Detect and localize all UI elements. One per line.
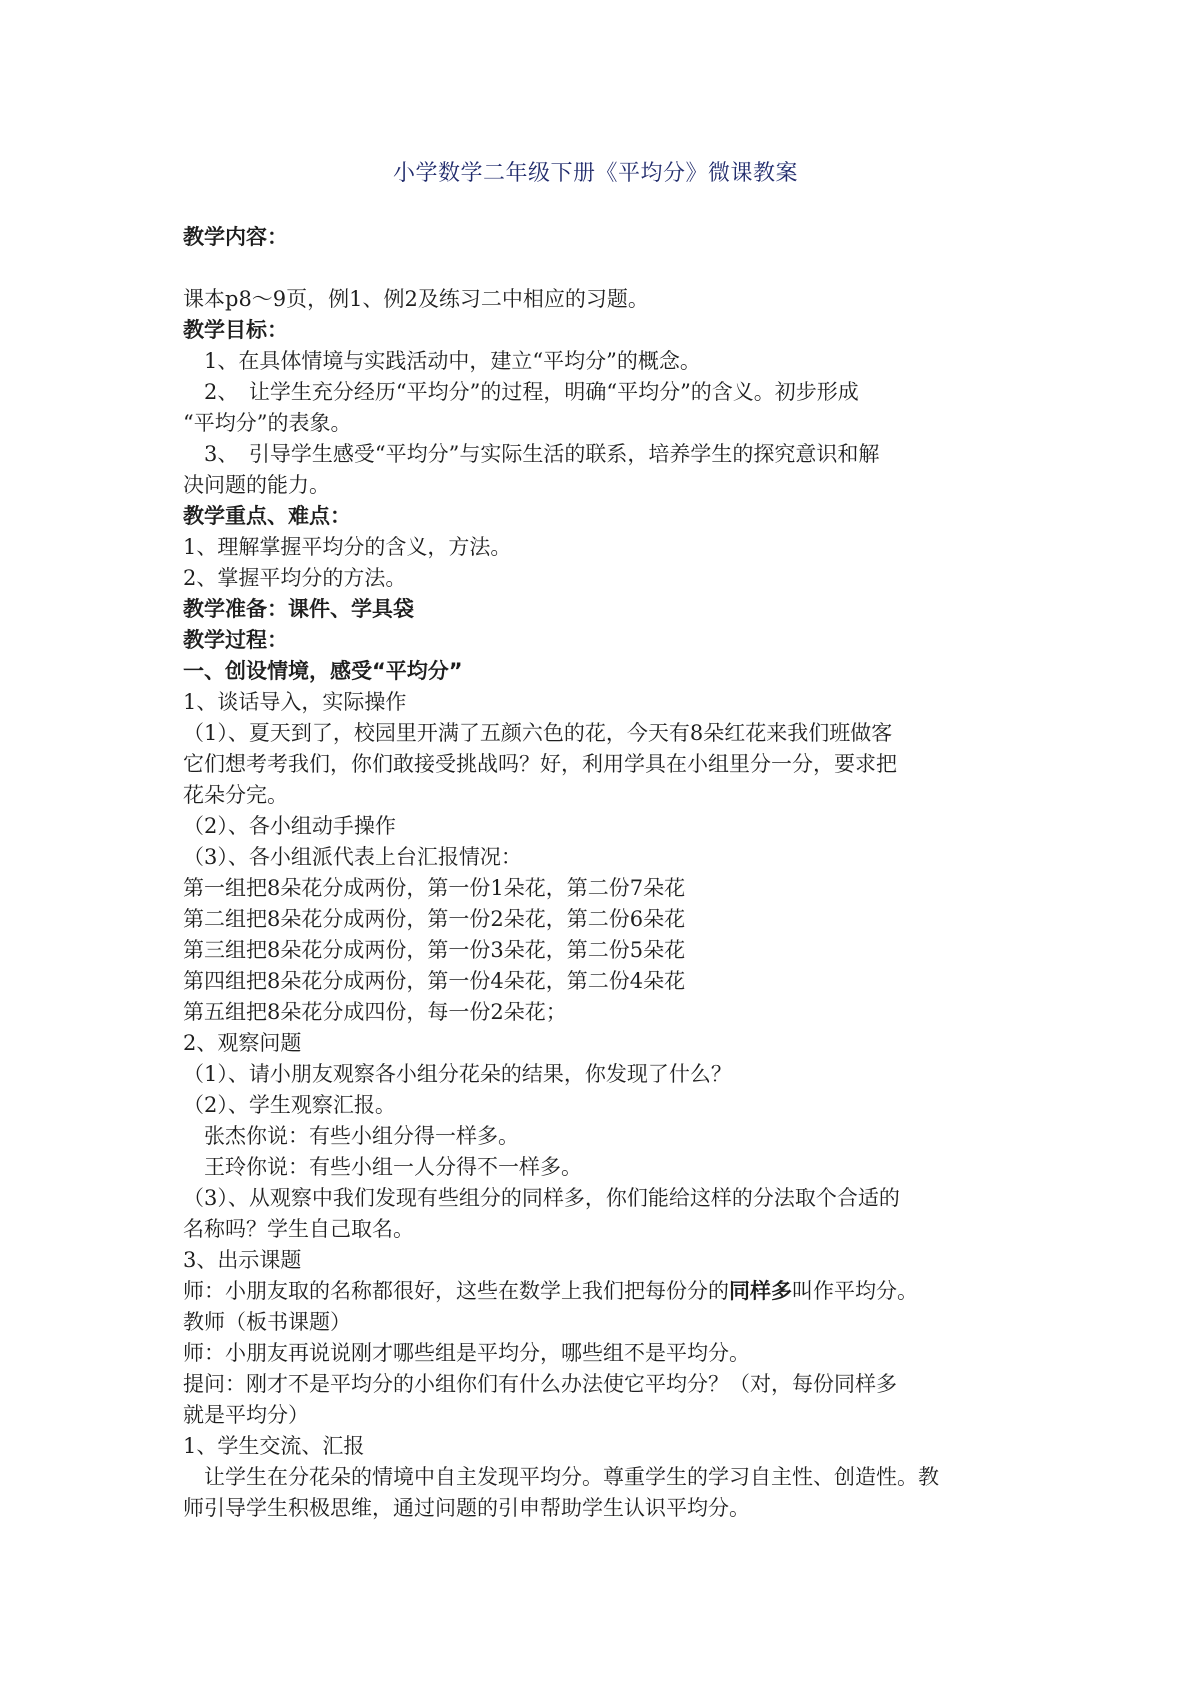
text-line: 第三组把8朵花分成两份，第一份3朵花，第二份5朵花 [183,938,686,962]
text-line: 1、谈话导入，实际操作 [183,690,407,714]
text-line: 让学生在分花朵的情境中自主发现平均分。尊重学生的学习自主性、创造性。教 [183,1465,939,1489]
text-line: （3）、从观察中我们发现有些组分的同样多，你们能给这样的分法取个合适的 [183,1186,900,1210]
text-line-mixed [183,1276,918,1306]
heading-teaching-goals: 教学目标： [183,318,288,342]
text-line: 张杰你说：有些小组分得一样多。 [183,1124,519,1148]
text-line: 第二组把8朵花分成两份，第一份2朵花，第二份6朵花 [183,907,686,931]
text-line: 第五组把8朵花分成四份，每一份2朵花； [183,1000,567,1024]
emphasis-text: 同样多 [729,1279,792,1303]
text-line: （1）、夏天到了，校园里开满了五颜六色的花，今天有8朵红花来我们班做客 [183,721,893,745]
text-line: 师引导学生积极思维，通过问题的引申帮助学生认识平均分。 [183,1496,750,1520]
text-segment: 叫作平均分。 [792,1279,918,1303]
text-line: （1）、请小朋友观察各小组分花朵的结果，你发现了什么？ [183,1062,732,1086]
text-line: 决问题的能力。 [183,473,330,497]
text-line: 师：小朋友再说说刚才哪些组是平均分，哪些组不是平均分。 [183,1341,750,1365]
text-line: 1、在具体情境与实践活动中，建立“平均分”的概念。 [183,349,701,373]
text-line: （2）、各小组动手操作 [183,814,396,838]
text-line: “平均分”的表象。 [183,411,352,435]
text-line: 1、理解掌握平均分的含义，方法。 [183,535,512,559]
heading-preparation: 教学准备：课件、学具袋 [183,597,414,621]
text-line: （3）、各小组派代表上台汇报情况： [183,845,522,869]
text-line: （2）、学生观察汇报。 [183,1093,396,1117]
text-line: 3、 引导学生感受“平均分”与实际生活的联系，培养学生的探究意识和解 [183,442,880,466]
text-line: 第一组把8朵花分成两份，第一份1朵花，第二份7朵花 [183,876,686,900]
text-line: 课本p8～9页，例1、例2及练习二中相应的习题。 [183,287,649,311]
heading-section-one: 一、创设情境，感受“平均分” [183,659,463,683]
text-line: 2、观察问题 [183,1031,302,1055]
document-title: 小学数学二年级下册《平均分》微课教案 [392,161,798,186]
text-line: 2、 让学生充分经历“平均分”的过程，明确“平均分”的含义。初步形成 [183,380,859,404]
text-line: 教师（板书课题） [183,1310,351,1334]
text-line: 就是平均分） [183,1403,309,1427]
text-line: 第四组把8朵花分成两份，第一份4朵花，第二份4朵花 [183,969,686,993]
text-line: 3、出示课题 [183,1248,302,1272]
text-line: 名称吗？学生自己取名。 [183,1217,414,1241]
text-line: 1、学生交流、汇报 [183,1434,365,1458]
heading-teaching-content: 教学内容： [183,225,288,249]
text-line: 2、掌握平均分的方法。 [183,566,407,590]
text-segment: 师：小朋友取的名称都很好，这些在数学上我们把每份分的 [183,1279,729,1303]
text-line: 花朵分完。 [183,783,288,807]
heading-process: 教学过程： [183,628,288,652]
heading-key-points: 教学重点、难点： [183,504,351,528]
text-line: 提问：刚才不是平均分的小组你们有什么办法使它平均分？（对，每份同样多 [183,1372,897,1396]
text-line: 它们想考考我们，你们敢接受挑战吗？好，利用学具在小组里分一分，要求把 [183,752,897,776]
text-line: 王玲你说：有些小组一人分得不一样多。 [183,1155,582,1179]
